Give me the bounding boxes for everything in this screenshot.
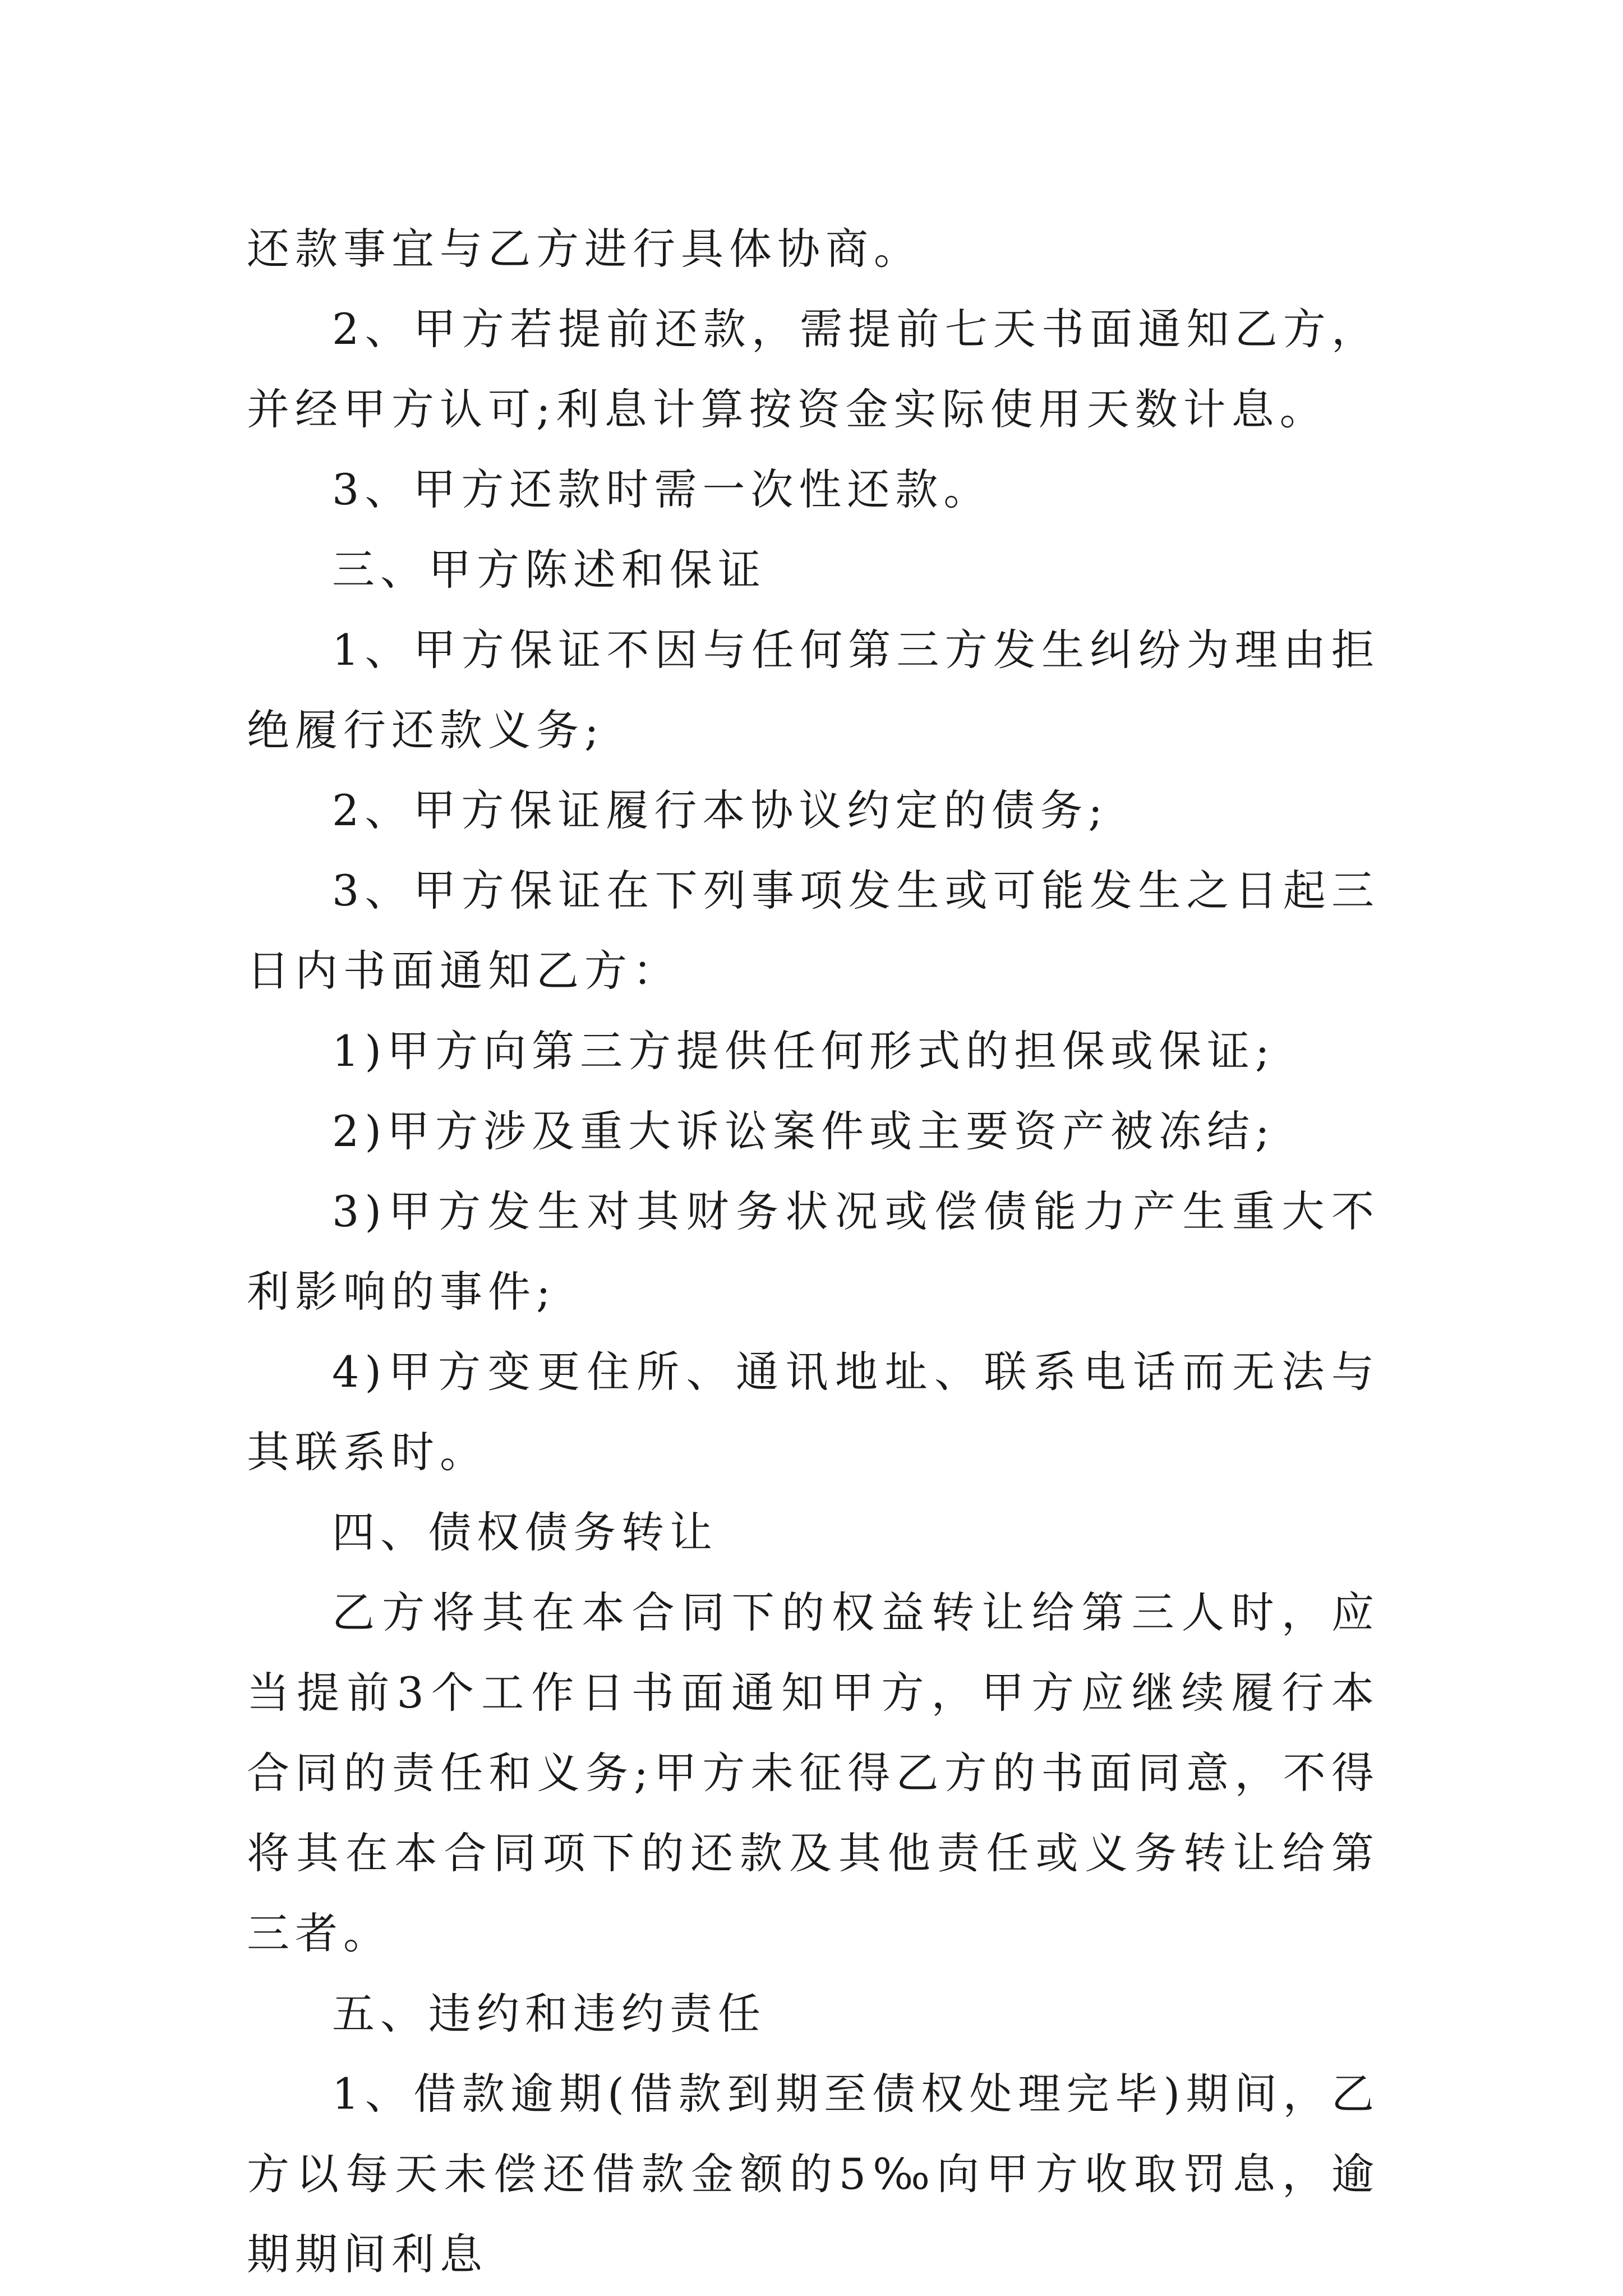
list-item-guarantee: 1)甲方向第三方提供任何形式的担保或保证; (332, 1026, 1275, 1076)
paragraph-early-repayment: 2、甲方若提前还款，需提前七天书面通知乙方，并经甲方认可;利息计算按资金实际使用天数计息。 (247, 304, 1380, 434)
paragraph-no-refusal: 1、甲方保证不因与任何第三方发生纠纷为理由拒绝履行还款义务; (247, 625, 1380, 755)
list-item-adverse-event: 3)甲方发生对其财务状况或偿债能力产生重大不利影响的事件; (247, 1186, 1380, 1317)
paragraph-overdue-penalty: 1、借款逾期(借款到期至债权处理完毕)期间，乙方以每天未偿还借款金额的5‰向甲方收取罚息，逾期期间利息 (247, 2069, 1380, 2279)
paragraph-notification-duty: 3、甲方保证在下列事项发生或可能发生之日起三日内书面通知乙方： (247, 866, 1380, 996)
list-item-contact-change: 4)甲方变更住所、通讯地址、联系电话而无法与其联系时。 (247, 1347, 1380, 1477)
section-heading-representations: 三、甲方陈述和保证 (332, 545, 766, 595)
section-heading-default: 五、违约和违约责任 (332, 1989, 766, 2039)
section-heading-transfer: 四、债权债务转让 (332, 1507, 718, 1557)
paragraph-perform-debt: 2、甲方保证履行本协议约定的债务; (332, 785, 1108, 835)
paragraph-repayment-continuation: 还款事宜与乙方进行具体协商。 (247, 224, 922, 274)
paragraph-transfer-terms: 乙方将其在本合同下的权益转让给第三人时，应当提前3个工作日书面通知甲方，甲方应继续履行本合同的责任和义务;甲方未征得乙方的书面同意，不得将其在本合同项下的还款及其他责任或义务转让给第三者。 (247, 1588, 1380, 1958)
list-item-litigation: 2)甲方涉及重大诉讼案件或主要资产被冻结; (332, 1106, 1275, 1156)
paragraph-lump-sum-repayment: 3、甲方还款时需一次性还款。 (332, 464, 992, 514)
document-body (247, 209, 1380, 2294)
